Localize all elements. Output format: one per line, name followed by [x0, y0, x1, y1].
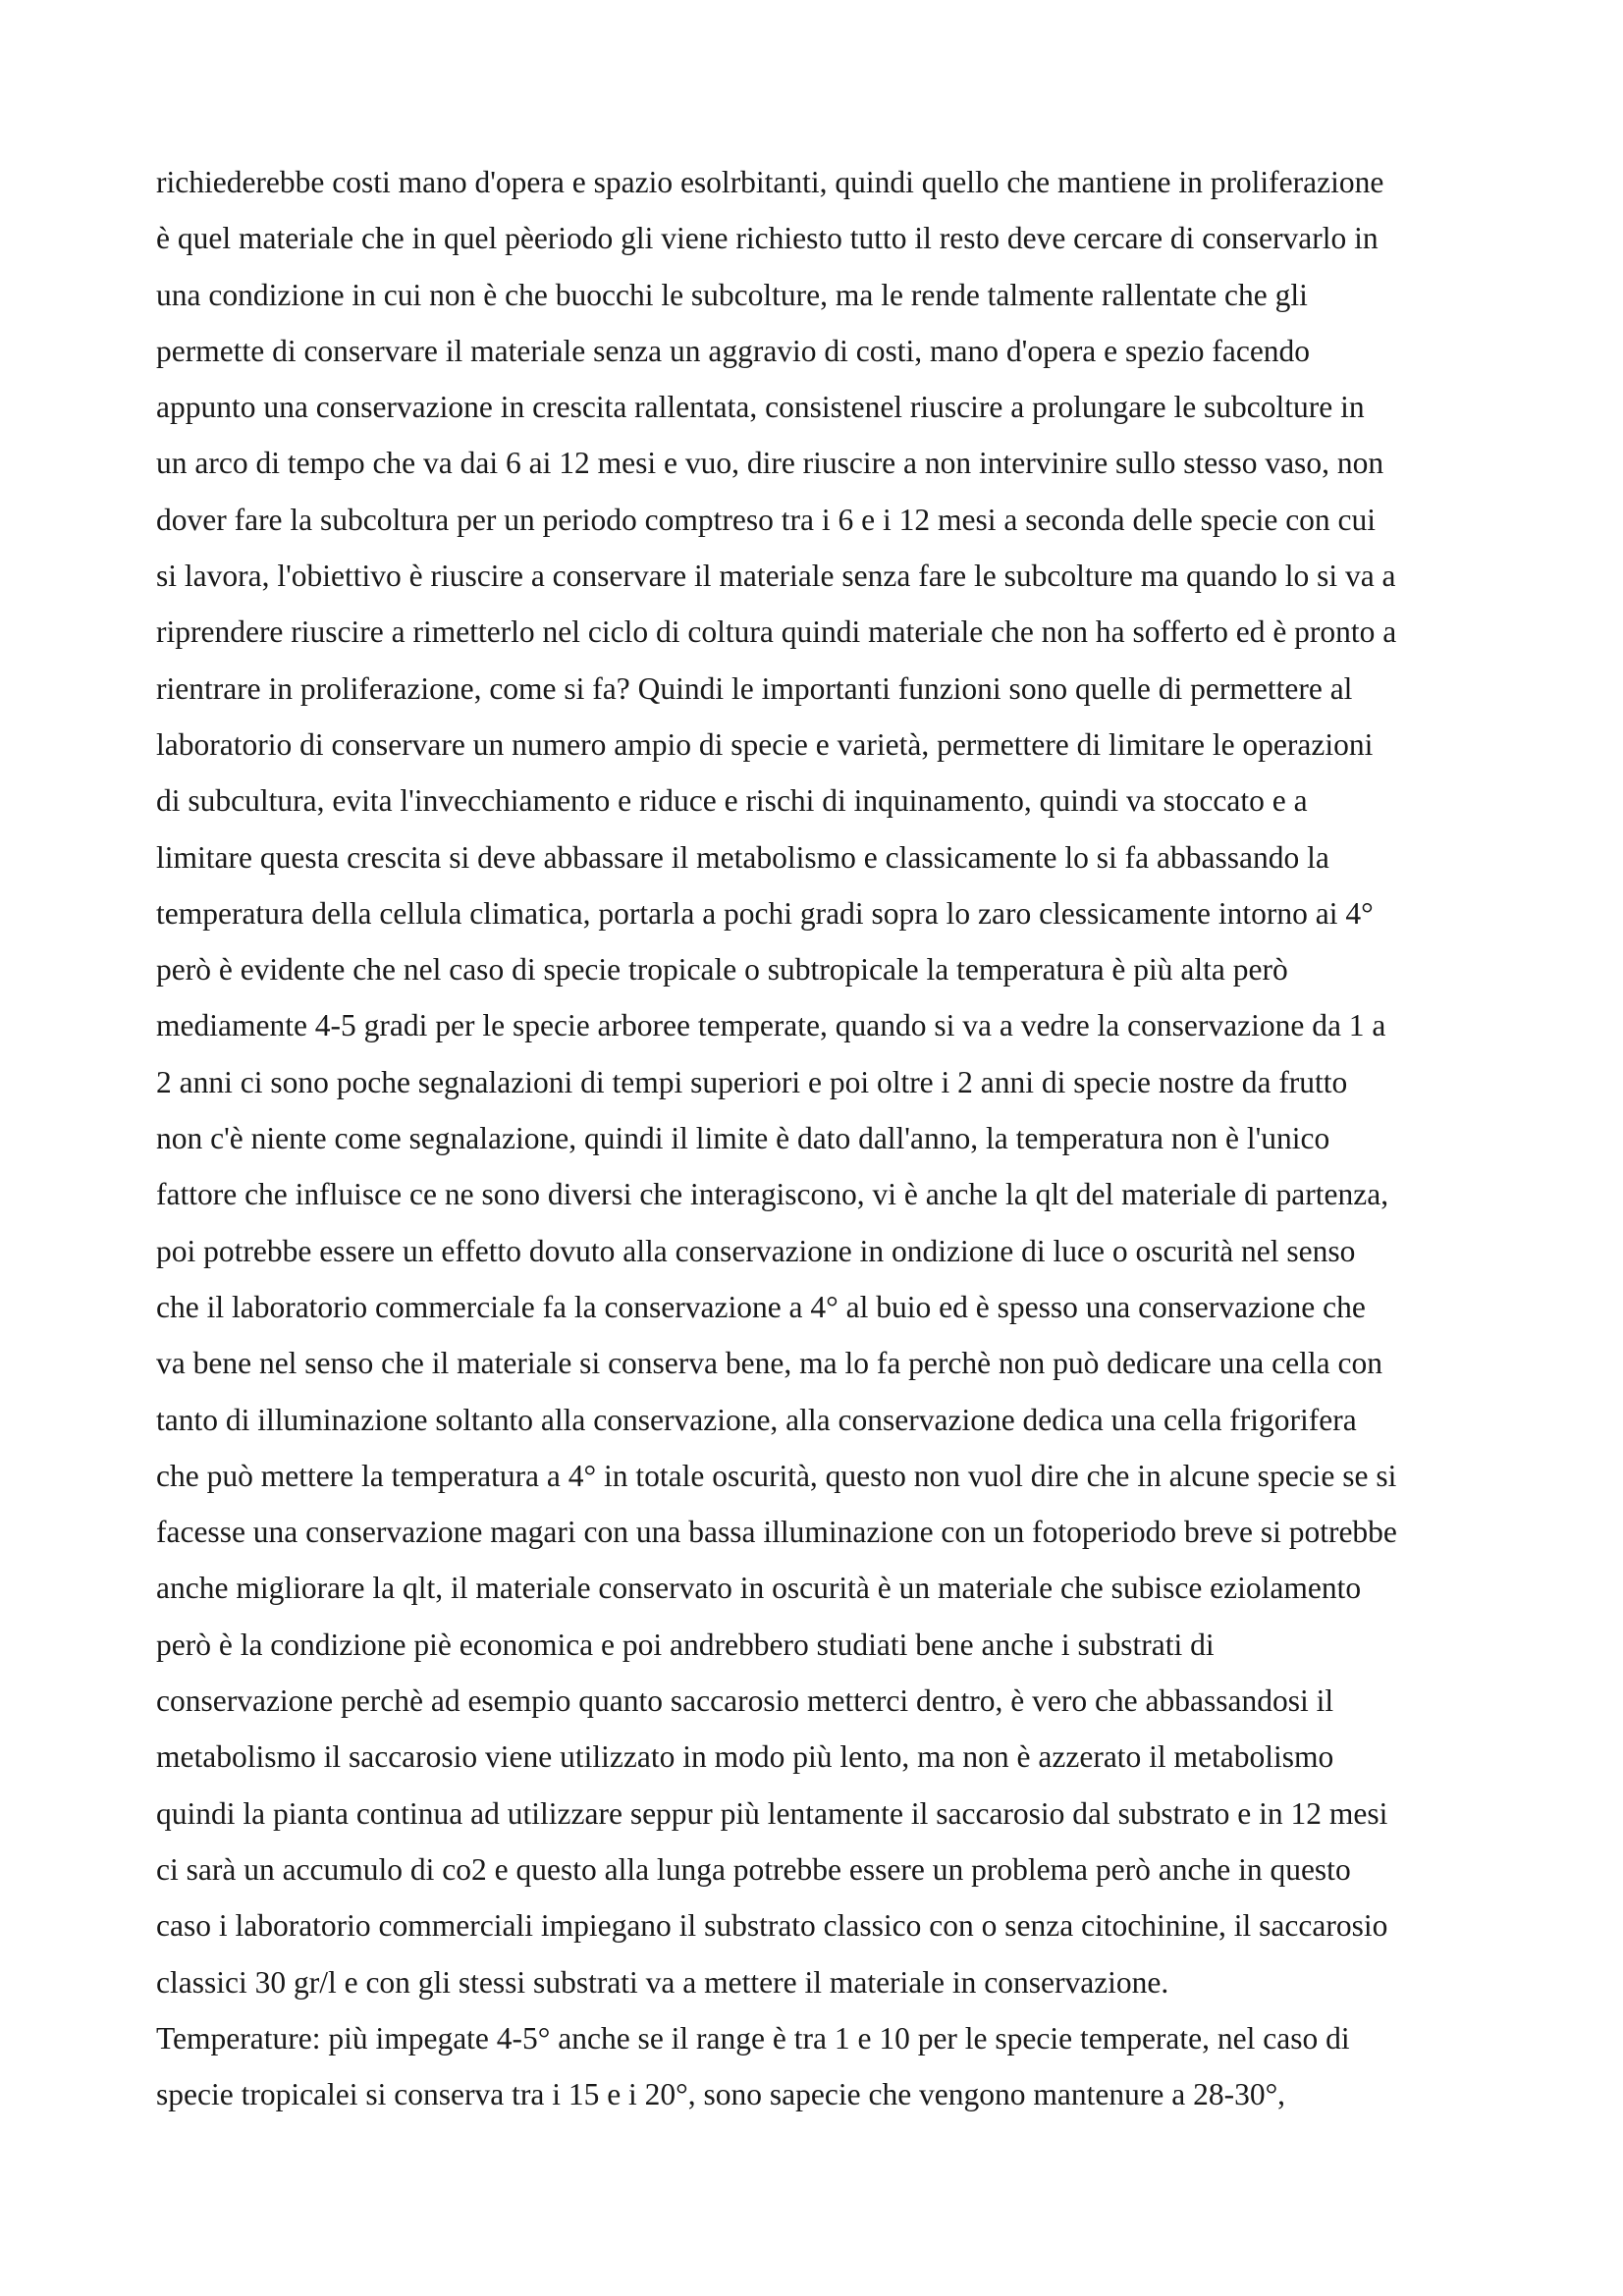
text-line: specie tropicalei si conserva tra i 15 e i 20°, sono sapecie che vengono mantenure a 28-30°,	[156, 2077, 1286, 2112]
text-line: non c'è niente come segnalazione, quindi il limite è dato dall'anno, la temperatura non è l'unico	[156, 1121, 1330, 1156]
text-line: un arco di tempo che va dai 6 ai 12 mesi e vuo, dire riuscire a non intervinire sullo stesso vaso, non	[156, 446, 1384, 481]
text-line: fattore che influisce ce ne sono diversi che interagiscono, vi è anche la qlt del materiale di partenza,	[156, 1177, 1389, 1212]
text-line: ci sarà un accumulo di co2 e questo alla lunga potrebbe essere un problema però anche in questo	[156, 1851, 1351, 1887]
text-line: anche migliorare la qlt, il materiale conservato in oscurità è un materiale che subisce eziolamento	[156, 1571, 1362, 1606]
text-line: che può mettere la temperatura a 4° in totale oscurità, questo non vuol dire che in alcune specie se si	[156, 1458, 1397, 1493]
text-line: permette di conservare il materiale senza un aggravio di costi, mano d'opera e spezio facendo	[156, 333, 1311, 368]
text-line: conservazione perchè ad esempio quanto saccarosio metterci dentro, è vero che abbassandosi il	[156, 1683, 1334, 1719]
text-line: è quel materiale che in quel pèeriodo gli viene richiesto tutto il resto deve cercare di conservarlo in	[156, 221, 1379, 256]
text-line: rientrare in proliferazione, come si fa? Quindi le importanti funzioni sono quelle di permettere al	[156, 670, 1353, 706]
text-line: va bene nel senso che il materiale si conserva bene, ma lo fa perchè non può dedicare una cella con	[156, 1346, 1382, 1381]
text-line: mediamente 4-5 gradi per le specie arboree temperate, quando si va a vedre la conservazione da 1 a	[156, 1008, 1386, 1043]
text-line: riprendere riuscire a rimetterlo nel ciclo di coltura quindi materiale che non ha sofferto ed è pronto a	[156, 614, 1397, 650]
text-line: però è la condizione piè economica e poi andrebbero studiati bene anche i substrati di	[156, 1627, 1215, 1662]
text-line: laboratorio di conservare un numero ampio di specie e varietà, permettere di limitare le operazioni	[156, 726, 1374, 762]
text-line: una condizione in cui non è che buocchi le subcolture, ma le rende talmente rallentate che gli	[156, 277, 1308, 312]
text-line: appunto una conservazione in crescita rallentata, consistenel riuscire a prolungare le subcolture in	[156, 390, 1365, 425]
text-line: si lavora, l'obiettivo è riuscire a conservare il materiale senza fare le subcolture ma quando lo si va a	[156, 559, 1396, 594]
text-line: 2 anni ci sono poche segnalazioni di tempi superiori e poi oltre i 2 anni di specie nostre da frutto	[156, 1064, 1348, 1099]
text-line: quindi la pianta continua ad utilizzare seppur più lentamente il saccarosio dal substrato e in 12 mesi	[156, 1795, 1388, 1831]
text-line: richiederebbe costi mano d'opera e spazio esolrbitanti, quindi quello che mantiene in proliferazione	[156, 165, 1384, 199]
text-line: metabolismo il saccarosio viene utilizzato in modo più lento, ma non è azzerato il metabolismo	[156, 1739, 1334, 1775]
text-line: caso i laboratorio commerciali impiegano il substrato classico con o senza citochinine, il saccarosio	[156, 1908, 1388, 1944]
text-line: dover fare la subcoltura per un periodo comptreso tra i 6 e i 12 mesi a seconda delle specie con cui	[156, 502, 1377, 537]
text-line: però è evidente che nel caso di specie tropicale o subtropicale la temperatura è più alta però	[156, 952, 1288, 988]
text-line: tanto di illuminazione soltanto alla conservazione, alla conservazione dedica una cella frigorifera	[156, 1402, 1357, 1437]
text-line: facesse una conservazione magari con una bassa illuminazione con un fotoperiodo breve si potrebbe	[156, 1515, 1397, 1550]
text-line: che il laboratorio commerciale fa la conservazione a 4° al buio ed è spesso una conservazione che	[156, 1289, 1366, 1324]
text-line: poi potrebbe essere un effetto dovuto alla conservazione in ondizione di luce o oscurità nel senso	[156, 1233, 1356, 1268]
text-line: di subcultura, evita l'invecchiamento e riduce e rischi di inquinamento, quindi va stoccato e a	[156, 783, 1308, 819]
text-line: limitare questa crescita si deve abbassare il metabolismo e classicamente lo si fa abbassando la	[156, 839, 1329, 875]
body-text	[156, 154, 1491, 2122]
text-line: classici 30 gr/l e con gli stessi substrati va a mettere il materiale in conservazione.	[156, 1964, 1169, 2000]
text-line: Temperature: più impegate 4-5° anche se il range è tra 1 e 10 per le specie temperate, nel caso di	[156, 2020, 1350, 2056]
text-line: temperatura della cellula climatica, portarla a pochi gradi sopra lo zaro clessicamente intorno ai 4°	[156, 895, 1374, 931]
